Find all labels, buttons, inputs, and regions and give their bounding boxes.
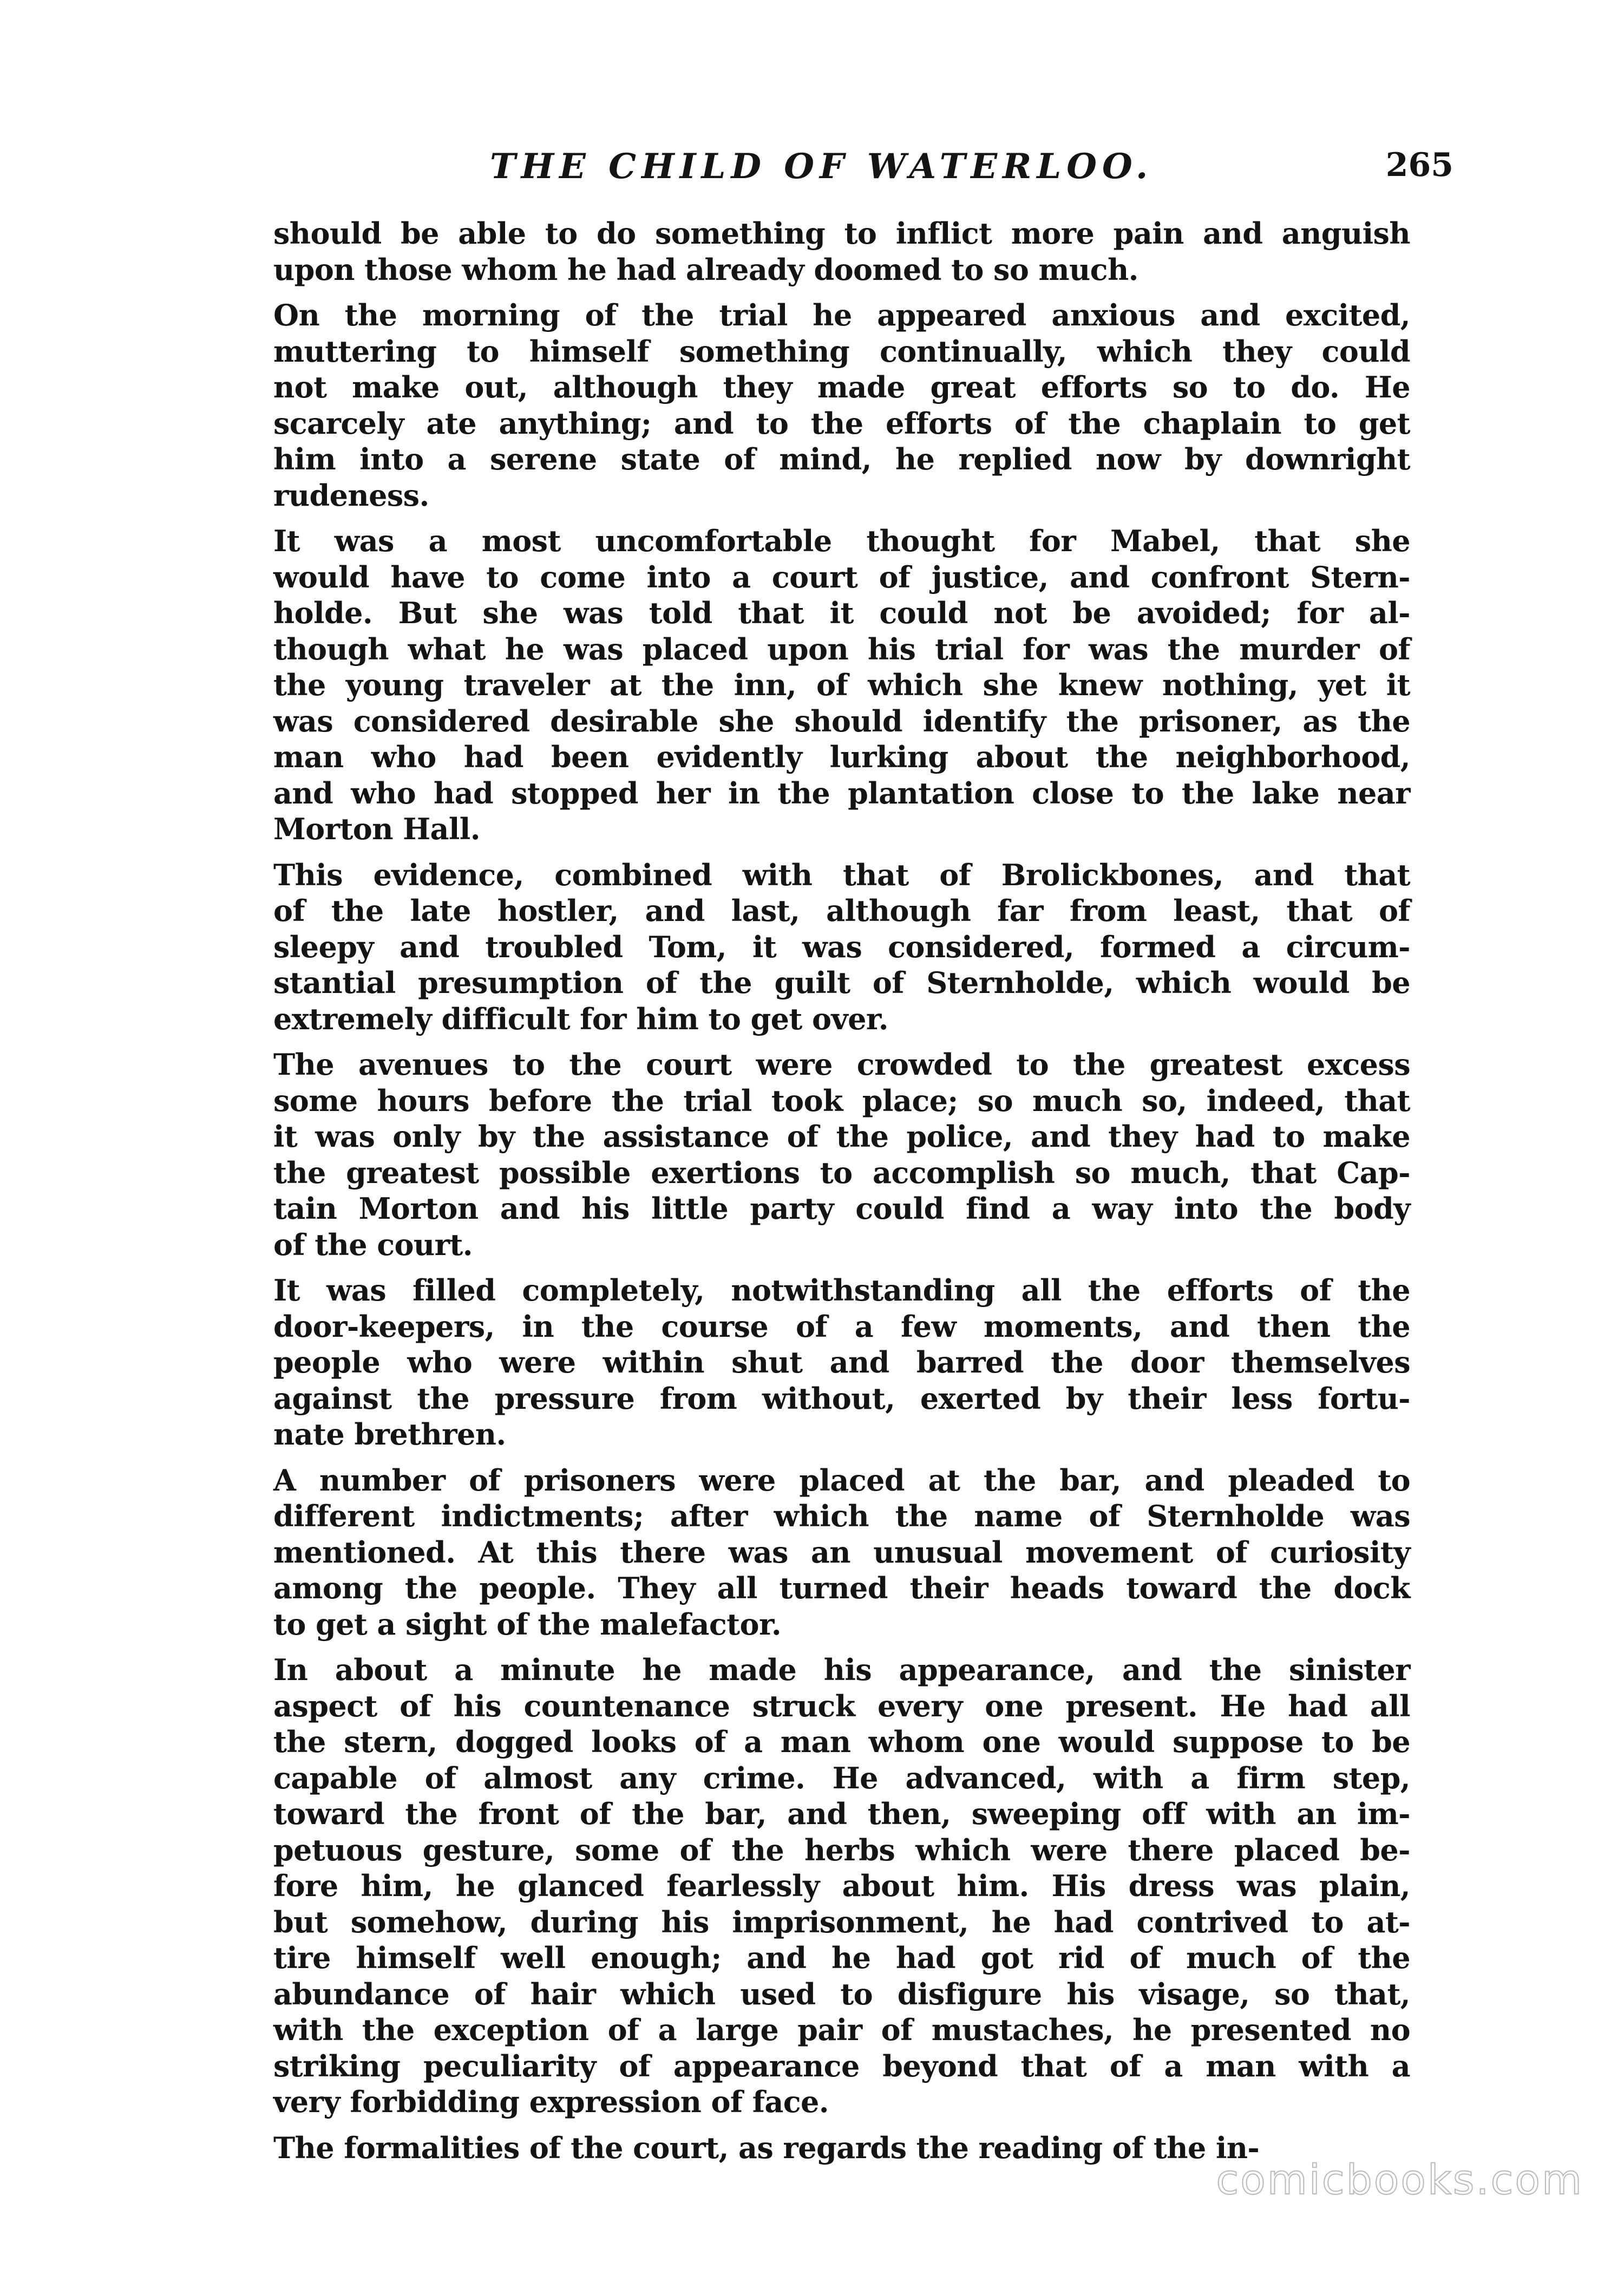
paragraph	[273, 857, 1410, 1037]
text-line: not make out, although they made great efforts so to do. He	[273, 370, 1410, 404]
text-line: with the exception of a large pair of mustaches, he presented no	[273, 2012, 1410, 2047]
watermark: comicbooks.com	[1216, 2155, 1583, 2204]
text-line: of the court.	[273, 1227, 473, 1262]
text-line: among the people. They all turned their heads toward the dock	[273, 1571, 1410, 1605]
text-line: very forbidding expression of face.	[273, 2084, 829, 2119]
text-line: man who had been evidently lurking about the neighborhood,	[273, 740, 1410, 774]
body-text	[273, 215, 1410, 2175]
text-line: mentioned. At this there was an unusual movement of curiosity	[273, 1534, 1410, 1570]
text-line: sleepy and troubled Tom, it was considered, formed a circum-	[273, 929, 1410, 964]
page-number: 265	[1385, 146, 1453, 184]
text-line: holde. But she was told that it could not be avoided; for al-	[273, 596, 1410, 630]
text-line: The avenues to the court were crowded to the greatest excess	[273, 1047, 1410, 1082]
text-line: petuous gesture, some of the herbs which were there placed be-	[273, 1832, 1410, 1867]
text-line: stantial presumption of the guilt of Sternholde, which would be	[273, 965, 1410, 1000]
text-line: of the late hostler, and last, although far from least, that of	[273, 893, 1410, 928]
paragraph	[273, 1272, 1410, 1453]
text-line: him into a serene state of mind, he replied now by downright	[273, 442, 1410, 476]
text-line: aspect of his countenance struck every one present. He had all	[273, 1688, 1410, 1723]
paragraph	[273, 1047, 1410, 1263]
text-line: striking peculiarity of appearance beyond that of a man with a	[273, 2048, 1410, 2083]
text-line: muttering to himself something continually, which they could	[273, 334, 1410, 369]
text-line: the greatest possible exertions to accomplish so much, that Cap-	[273, 1155, 1410, 1190]
paragraph	[273, 215, 1410, 287]
text-line: the stern, dogged looks of a man whom one would suppose to be	[273, 1724, 1410, 1759]
text-line: scarcely ate anything; and to the efforts of the chaplain to get	[273, 406, 1410, 441]
paragraph	[273, 1462, 1410, 1643]
text-line: should be able to do something to inflict more pain and anguish	[273, 216, 1410, 251]
paragraph	[273, 297, 1410, 513]
text-line: though what he was placed upon his trial for was the murder of	[273, 631, 1410, 666]
text-line: door-keepers, in the course of a few moments, and then the	[273, 1309, 1410, 1344]
text-line: people who were within shut and barred the door themselves	[273, 1345, 1410, 1380]
text-line: tire himself well enough; and he had got rid of much of the	[273, 1940, 1410, 1975]
text-line: It was a most uncomfortable thought for Mabel, that she	[273, 524, 1410, 558]
text-line: abundance of hair which used to disfigure his visage, so that,	[273, 1976, 1410, 2011]
text-line: but somehow, during his imprisonment, he had contrived to at-	[273, 1904, 1410, 1939]
text-line: On the morning of the trial he appeared anxious and excited,	[273, 298, 1410, 332]
text-line: would have to come into a court of justice, and confront Stern-	[273, 559, 1410, 594]
text-line: the young traveler at the inn, of which she knew nothing, yet it	[273, 668, 1410, 702]
text-line: it was only by the assistance of the police, and they had to make	[273, 1119, 1410, 1154]
text-line: some hours before the trial took place; so much so, indeed, that	[273, 1083, 1410, 1118]
text-line: and who had stopped her in the plantation close to the lake near	[273, 775, 1410, 811]
text-line: extremely difficult for him to get over.	[273, 1001, 888, 1036]
text-line: toward the front of the bar, and then, sweeping off with an im-	[273, 1796, 1410, 1831]
text-line: nate brethren.	[273, 1417, 506, 1452]
text-line: different indictments; after which the name of Sternholde was	[273, 1499, 1410, 1533]
text-line: A number of prisoners were placed at the bar, and pleaded to	[273, 1462, 1410, 1498]
text-line: to get a sight of the malefactor.	[273, 1606, 782, 1642]
text-line: It was filled completely, notwithstanding all the efforts of the	[273, 1273, 1410, 1308]
text-line: upon those whom he had already doomed to so much.	[273, 252, 1138, 287]
text-line: was considered desirable she should identify the prisoner, as the	[273, 703, 1410, 739]
text-line: tain Morton and his little party could find a way into the body	[273, 1191, 1410, 1226]
text-line: The formalities of the court, as regards the reading of the in-	[273, 2130, 1260, 2165]
text-line: against the pressure from without, exerted by their less fortu-	[273, 1381, 1410, 1416]
text-line: In about a minute he made his appearance, and the sinister	[273, 1652, 1410, 1687]
page-header	[490, 146, 1453, 200]
running-head: THE CHILD OF WATERLOO.	[490, 146, 1154, 187]
text-line: fore him, he glanced fearlessly about him. His dress was plain,	[273, 1868, 1410, 1903]
text-line: This evidence, combined with that of Brolickbones, and that	[273, 857, 1410, 892]
text-line: capable of almost any crime. He advanced, with a firm step,	[273, 1760, 1410, 1795]
paragraph	[273, 1652, 1410, 2120]
text-line: rudeness.	[273, 478, 429, 513]
paragraph	[273, 523, 1410, 847]
text-line: Morton Hall.	[273, 812, 480, 846]
